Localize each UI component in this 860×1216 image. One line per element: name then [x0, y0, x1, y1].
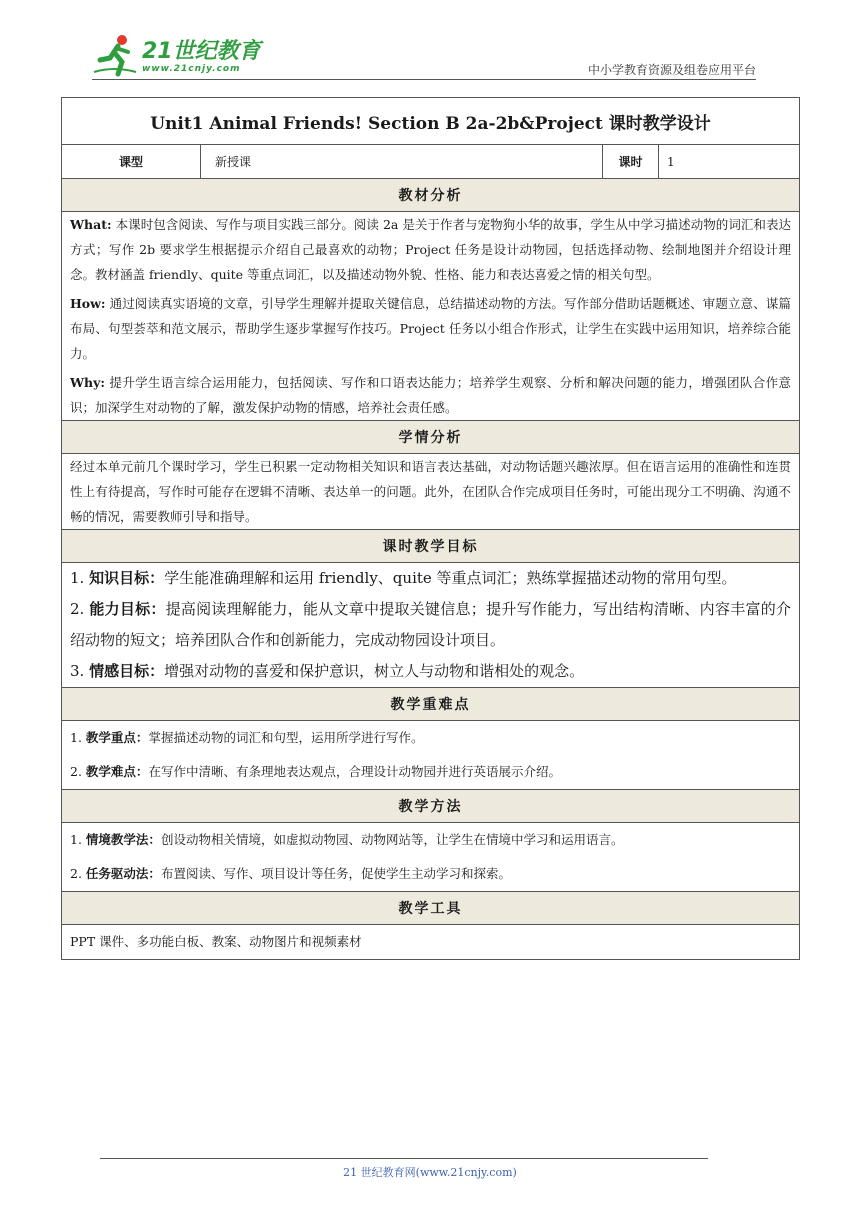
method-num: 2.: [70, 866, 82, 881]
learner-analysis-heading: 学情分析: [62, 421, 800, 454]
method-num: 1.: [70, 832, 82, 847]
objective-label: 能力目标：: [89, 600, 166, 618]
material-analysis-body: [62, 212, 800, 421]
keypoint-text: 在写作中清晰、有条理地表达观点，合理设计动物园并进行英语展示介绍。: [148, 764, 561, 779]
keypoint-label: 教学重点：: [85, 730, 149, 745]
keypoint-item: [70, 721, 791, 755]
objective-text: 学生能准确理解和运用 friendly、quite 等重点词汇；熟练掌握描述动物的常用句型。: [164, 569, 737, 587]
objective-num: 2.: [70, 600, 85, 618]
platform-name: 中小学教育资源及组卷应用平台: [587, 63, 756, 77]
methods-heading: 教学方法: [62, 790, 800, 823]
document-title: Unit1 Animal Friends! Section B 2a-2b&Project 课时教学设计: [62, 98, 800, 145]
keypoint-num: 2.: [70, 764, 82, 779]
how-text: 通过阅读真实语境的文章，引导学生理解并提取关键信息，总结描述动物的方法。写作部分借助话题概述、审题立意、谋篇布局、句型荟萃和范文展示，帮助学生逐步掌握写作技巧。Project 任务以小组合作形式，让学生在实践中运用知识，培养综合能力。: [70, 296, 791, 361]
lesson-type-label: 课型: [62, 145, 201, 179]
objective-num: 3.: [70, 662, 85, 680]
page-header: [0, 0, 860, 90]
objective-text: 增强对动物的喜爱和保护意识，树立人与动物和谐相处的观念。: [164, 662, 585, 680]
objectives-body: [62, 563, 800, 688]
logo-url: www.21cnjy.com: [142, 64, 241, 74]
what-paragraph: [70, 212, 791, 287]
objective-label: 知识目标：: [89, 569, 165, 587]
keypoints-body: [62, 721, 800, 790]
objective-item: [70, 594, 791, 656]
runner-logo-icon: [92, 32, 138, 78]
why-label: Why:: [70, 375, 106, 390]
lesson-plan-table: [61, 97, 800, 960]
objective-text: 提高阅读理解能力，能从文章中提取关键信息；提升写作能力，写出结构清晰、内容丰富的介绍动物的短文；培养团队合作和创新能力，完成动物园设计项目。: [70, 600, 791, 649]
footer-link[interactable]: 21 世纪教育网(www.21cnjy.com): [343, 1166, 517, 1179]
period-value: 1: [659, 145, 800, 179]
logo-text: 21世纪教育: [142, 39, 261, 64]
site-logo[interactable]: [92, 32, 292, 80]
keypoint-label: 教学难点：: [85, 764, 149, 779]
material-analysis-heading: 教材分析: [62, 179, 800, 212]
tools-body: PPT 课件、多功能白板、教案、动物图片和视频素材: [62, 925, 800, 960]
objectives-heading: 课时教学目标: [62, 530, 800, 563]
keypoint-item: [70, 755, 791, 789]
method-item: [70, 857, 791, 891]
how-label: How:: [70, 296, 106, 311]
keypoints-heading: 教学重难点: [62, 688, 800, 721]
keypoint-text: 掌握描述动物的词汇和句型，运用所学进行写作。: [148, 730, 424, 745]
objective-num: 1.: [70, 569, 85, 587]
why-text: 提升学生语言综合运用能力，包括阅读、写作和口语表达能力；培养学生观察、分析和解决问题的能力，增强团队合作意识；加深学生对动物的了解，激发保护动物的情感，培养社会责任感。: [70, 375, 791, 415]
methods-body: [62, 823, 800, 892]
footer-divider: [100, 1158, 708, 1159]
method-label: 情境教学法：: [85, 832, 161, 847]
keypoint-num: 1.: [70, 730, 82, 745]
what-text: 本课时包含阅读、写作与项目实践三部分。阅读 2a 是关于作者与宠物狗小华的故事，学生从中学习描述动物的词汇和表达方式；写作 2b 要求学生根据提示介绍自己最喜欢的动物；Project 任务是设计动物园，包括选择动物、绘制地图并介绍设计理念。教材涵盖 friendly、quite 等重点词汇，以及描述动物外貌、性格、能力和表达喜爱之情的相关句型。: [70, 217, 791, 282]
method-text: 布置阅读、写作、项目设计等任务，促使学生主动学习和探索。: [160, 866, 511, 881]
objective-item: [70, 563, 791, 594]
lesson-type-value: 新授课: [201, 145, 603, 179]
why-paragraph: [70, 370, 791, 420]
tools-heading: 教学工具: [62, 892, 800, 925]
how-paragraph: [70, 291, 791, 366]
objective-label: 情感目标：: [89, 662, 165, 680]
method-label: 任务驱动法：: [85, 866, 161, 881]
header-divider: [92, 79, 756, 80]
period-label: 课时: [603, 145, 659, 179]
learner-analysis-body: 经过本单元前几个课时学习，学生已积累一定动物相关知识和语言表达基础，对动物话题兴趣浓厚。但在语言运用的准确性和连贯性上有待提高，写作时可能存在逻辑不清晰、表达单一的问题。此外，在团队合作完成项目任务时，可能出现分工不明确、沟通不畅的情况，需要教师引导和指导。: [62, 454, 800, 530]
method-item: [70, 823, 791, 857]
what-label: What:: [70, 217, 112, 232]
objective-item: [70, 656, 791, 687]
method-text: 创设动物相关情境，如虚拟动物园、动物网站等，让学生在情境中学习和运用语言。: [160, 832, 624, 847]
